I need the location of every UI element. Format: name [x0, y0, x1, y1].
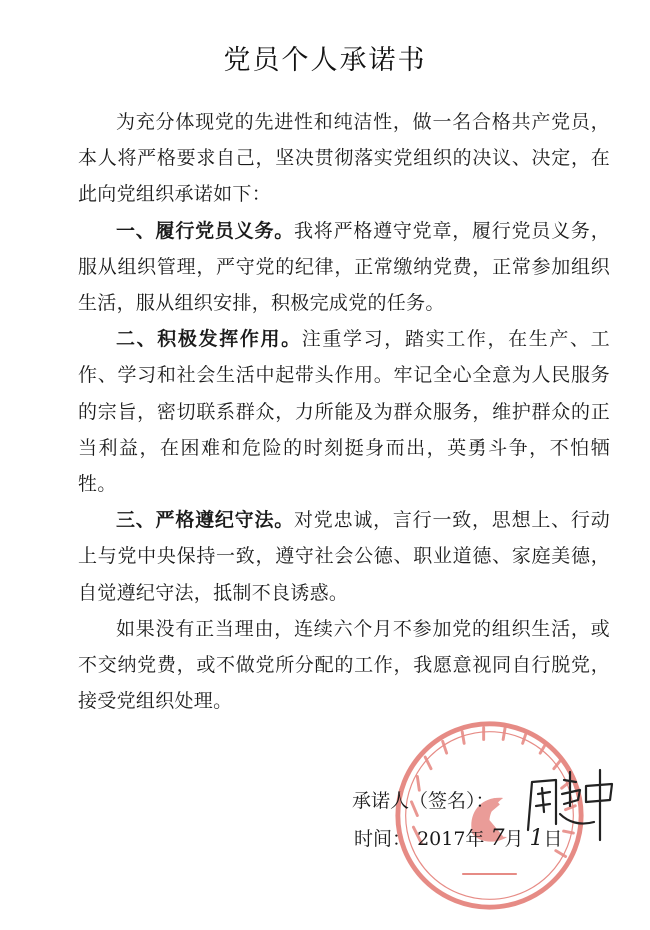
date-label: 时间：	[354, 828, 412, 850]
date-month-unit: 月	[504, 828, 524, 850]
signature-label: 承诺人（签名）：	[352, 790, 495, 812]
section-2	[78, 321, 610, 502]
intro-paragraph: 为充分体现党的先进性和纯洁性，做一名合格共产党员，本人将严格要求自己，坚决贯彻落实党组织的决议、决定，在此向党组织承诺如下：	[78, 111, 610, 206]
date-month: 7	[490, 826, 505, 851]
section-2-text: 注重学习，踏实工作，在生产、工作、学习和社会生活中起带头作用。牢记全心全意为人民服务的宗旨，密切联系群众，力所能及为群众服务，维护群众的正当利益，在困难和危险的时刻挺身而出，英勇斗争，不怕牺牲。	[78, 328, 610, 496]
section-3	[78, 502, 610, 611]
signature-line	[352, 782, 632, 820]
document-title: 党员个人承诺书	[223, 45, 427, 76]
section-1-heading: 一、履行党员义务。	[116, 219, 295, 242]
section-1-text: 我将严格遵守党章，履行党员义务，服从组织管理，严守党的纪律，正常缴纳党费，正常参加组织生活，服从组织安排，积极完成党的任务。	[78, 219, 610, 315]
section-1	[78, 213, 610, 322]
signature-block	[352, 782, 632, 858]
date-line	[354, 820, 632, 858]
date-year-unit: 年	[465, 828, 485, 850]
section-3-text: 对党忠诚，言行一致，思想上、行动上与党中央保持一致，遵守社会公德、职业道德、家庭美德，自觉遵纪守法，抵制不良诱惑。	[78, 509, 610, 604]
date-day: 1	[529, 826, 544, 851]
date-year: 2017	[417, 828, 466, 850]
document-body	[78, 104, 610, 719]
date-day-unit: 日	[543, 828, 563, 850]
section-3-heading: 三、严格遵纪守法。	[116, 509, 295, 532]
closing-paragraph: 如果没有正当理由，连续六个月不参加党的组织生活，或不交纳党费，或不做党所分配的工作，我愿意视同自行脱党，接受党组织处理。	[78, 617, 610, 713]
section-2-heading: 二、积极发挥作用。	[116, 328, 302, 351]
